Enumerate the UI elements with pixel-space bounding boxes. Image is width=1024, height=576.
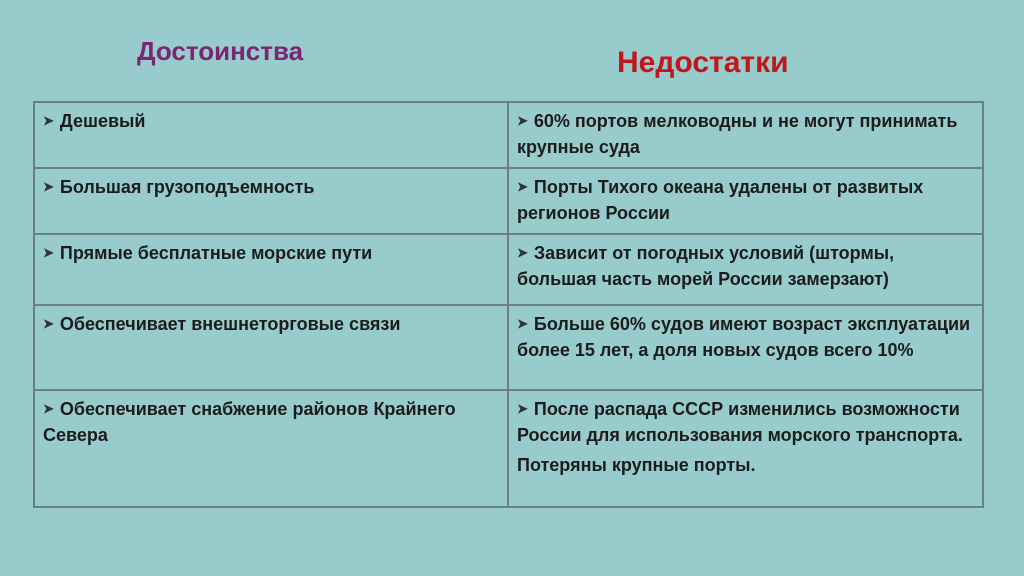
disadvantage-text: После распада СССР изменились возможности России для использования морского транспорта. <box>517 399 963 445</box>
disadvantage-extra-text: Потеряны крупные порты. <box>517 455 756 475</box>
bullet-arrow-icon: ➤ <box>43 113 54 128</box>
advantage-text: Большая грузоподъемность <box>59 177 315 197</box>
bullet-arrow-icon: ➤ <box>517 113 528 128</box>
bullet-arrow-icon: ➤ <box>43 245 54 260</box>
bullet-arrow-icon: ➤ <box>517 401 528 416</box>
bullet-arrow-icon: ➤ <box>43 179 54 194</box>
bullet-arrow-icon: ➤ <box>517 179 528 194</box>
disadvantage-cell <box>508 390 983 507</box>
comparison-table <box>33 101 984 508</box>
advantage-cell <box>34 102 508 168</box>
disadvantage-cell <box>508 305 983 390</box>
disadvantage-cell <box>508 102 983 168</box>
table-row <box>34 390 983 507</box>
advantage-cell <box>34 390 508 507</box>
bullet-arrow-icon: ➤ <box>43 401 54 416</box>
table-row <box>34 168 983 234</box>
disadvantage-cell <box>508 234 983 305</box>
advantages-heading: Достоинства <box>137 36 304 66</box>
bullet-arrow-icon: ➤ <box>517 316 528 331</box>
bullet-arrow-icon: ➤ <box>517 245 528 260</box>
advantage-text: Обеспечивает снабжение районов Крайнего Севера <box>43 399 456 445</box>
advantage-cell <box>34 168 508 234</box>
disadvantage-text: 60% портов мелководны и не могут принимать крупные суда <box>517 111 958 157</box>
disadvantage-text: Порты Тихого океана удалены от развитых регионов России <box>517 177 924 223</box>
advantage-text: Дешевый <box>59 111 146 131</box>
table-row <box>34 305 983 390</box>
advantage-text: Прямые бесплатные морские пути <box>59 243 373 263</box>
disadvantage-cell <box>508 168 983 234</box>
advantage-cell <box>34 234 508 305</box>
disadvantage-text: Зависит от погодных условий (штормы, большая часть морей России замерзают) <box>517 243 895 289</box>
table-row <box>34 234 983 305</box>
disadvantage-text: Больше 60% судов имеют возраст эксплуатации более 15 лет, а доля новых судов всего 10% <box>517 314 971 360</box>
advantage-text: Обеспечивает внешнеторговые связи <box>59 314 401 334</box>
table-row <box>34 102 983 168</box>
advantage-cell <box>34 305 508 390</box>
disadvantages-heading: Недостатки <box>617 46 789 79</box>
bullet-arrow-icon: ➤ <box>43 316 54 331</box>
